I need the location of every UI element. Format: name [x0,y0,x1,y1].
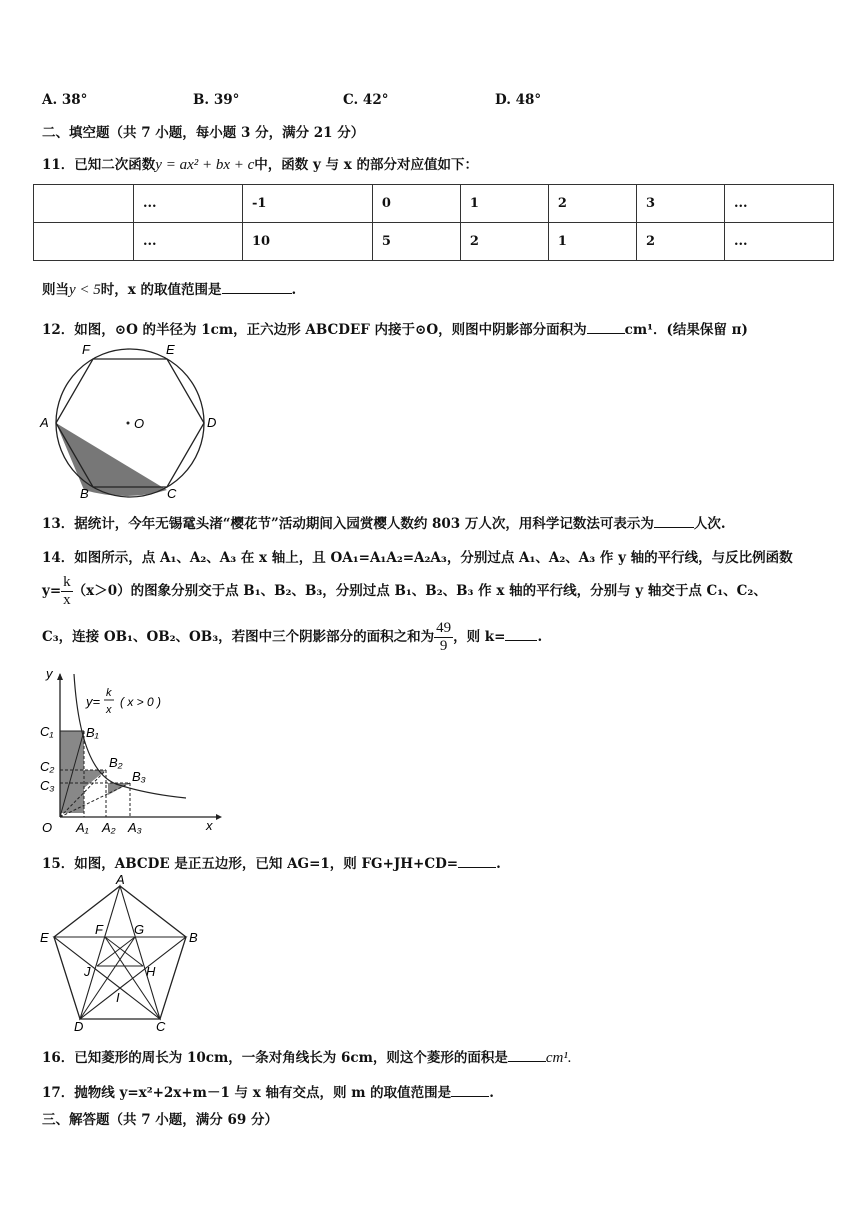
table-row [34,185,834,223]
label-a1: A₁ [76,820,89,835]
label-c: C [167,486,177,501]
table-cell: 0 [372,185,460,223]
table-cell: 1 [460,185,548,223]
question-16 [42,1046,572,1067]
label-function: y= [86,694,101,709]
label-origin: O [42,820,53,835]
label-a3: A₃ [128,820,142,835]
pentagon-figure [36,874,206,1034]
choice-d [495,92,541,108]
hexagon-circle-figure [36,342,226,502]
q14-text-2: （x＞0）的图象分别交于点 B₁、B₂、B₃，分别过点 B₁、B₂、B₃ 作 x 轴的平行线，分别与 y 轴交于点 C₁、C₂、 [72,583,767,599]
q14-end: . [537,629,543,645]
label-c2: C₂ [40,759,55,774]
q16-unit: cm¹. [545,1050,572,1066]
label-function-x: x [106,704,112,716]
label-e: E [166,342,175,357]
table-cell: 2 [460,223,548,261]
q12-text: 12．如图，⊙O 的半径为 1cm，正六边形 ABCDEF 内接于⊙O，则图中阴影部分面积为 [42,322,587,338]
x-axis-arrow [216,814,222,820]
question-17 [42,1081,494,1101]
label-y-axis: y [46,666,53,681]
q11-tail-end: . [291,282,297,298]
choice-b [193,92,239,108]
table-cell: 2 [548,185,636,223]
q17-text: 17．抛物线 y=x²+2x+m－1 与 x 轴有交点，则 m 的取值范围是 [42,1085,452,1101]
q16-text: 16．已知菱形的周长为 10cm，一条对角线长为 6cm，则这个菱形的面积是 [42,1050,508,1066]
label-b1: B₁ [86,725,99,740]
label-b3: B₃ [132,769,146,784]
choice-a-letter: A. [42,92,58,108]
inverse-function-figure [36,660,236,840]
q14-y-eq: y= [42,583,62,599]
label-b: B [80,486,89,501]
table-cell: 1 [548,223,636,261]
table-cell: 10 [242,223,372,261]
question-11 [42,153,478,174]
choice-c-letter: C. [343,92,359,108]
table-cell: ... [724,185,833,223]
q13-text: 13．据统计，今年无锡鼋头渚“樱花节”活动期间入园赏樱人数约 803 万人次，用科学记数法可表示为 [42,516,654,532]
table-cell: 3 [636,185,724,223]
q13-tail: 人次. [693,516,726,532]
label-f: F [95,922,103,937]
fraction-k-over-x [61,574,73,609]
label-d: D [207,415,217,430]
q14-text-3a: C₃，连接 OB₁、OB₂、OB₃，若图中三个阴影部分的面积之和为 [42,629,435,645]
q11-tail-formula: y < 5 [69,282,101,298]
question-15 [42,852,501,872]
fraction-numerator: 49 [436,620,452,636]
label-f: F [82,342,90,357]
fraction-numerator: k [63,574,71,590]
q11-tail-a: 则当 [42,282,69,298]
inner-line-g-j [97,937,135,966]
label-c3: C₃ [40,778,55,793]
fraction-49-over-9 [434,620,453,655]
answer-blank[interactable] [654,515,694,528]
table-cell: 2 [636,223,724,261]
label-g: G [134,922,145,937]
inner-line-f-h [105,937,143,966]
table-cell: ... [134,185,243,223]
section-heading-fill-blank: 二、填空题（共 7 小题，每小题 3 分，满分 21 分） [42,125,365,141]
y-axis-arrow [57,673,63,680]
q11-text-a: 已知二次函数 [74,157,156,173]
answer-blank[interactable] [505,628,537,641]
choice-b-value: 39° [213,92,240,108]
q15-text: 15．如图，ABCDE 是正五边形，已知 AG=1，则 FG+JH+CD= [42,856,459,872]
answer-blank[interactable] [458,855,496,868]
question-13 [42,512,726,532]
label-a: A [116,874,125,887]
choice-b-letter: B. [193,92,210,108]
q15-end: . [496,856,501,872]
question-12 [42,318,748,338]
table-cell: 5 [372,223,460,261]
label-c1: C₁ [40,724,54,739]
q11-formula: y = ax² + bx + c [155,157,255,173]
question-14-line-1: 14．如图所示，点 A₁、A₂、A₃ 在 x 轴上，且 OA₁=A₁A₂=A₂A₃，分别过点 A₁、A₂、A₃ 作 y 轴的平行线，与反比例函数 [42,550,793,566]
choice-a [42,92,87,108]
shaded-region [56,423,167,490]
answer-blank[interactable] [222,281,292,294]
q12-unit: cm¹．(结果保留 π) [624,322,748,338]
label-d: D [74,1019,84,1034]
answer-blank[interactable] [451,1084,489,1097]
answer-blank[interactable] [587,321,625,334]
label-x-axis: x [206,818,213,833]
table-cell: ... [134,223,243,261]
label-c: C [156,1019,166,1034]
table-cell: ... [724,223,833,261]
label-b: B [189,930,198,945]
q11-number: 11． [42,157,75,173]
section-heading-answers: 三、解答题（共 7 小题，满分 69 分） [42,1112,278,1128]
q17-end: . [489,1085,494,1101]
q11-tail-b: 时，x 的取值范围是 [100,282,222,298]
label-o: O [134,416,145,431]
fraction-denominator: x [63,592,71,608]
table-row [34,223,834,261]
q14-text-3b: ，则 k= [453,629,506,645]
label-e: E [40,930,49,945]
label-h: H [146,964,156,979]
choice-c [343,92,388,108]
label-function-k: k [106,687,112,699]
choice-a-value: 38° [61,92,88,108]
table-cell [34,223,134,261]
table-cell: -1 [242,185,372,223]
fraction-denominator: 9 [439,638,448,654]
label-i: I [116,990,120,1005]
question-14-line-3 [42,620,542,655]
label-b2: B₂ [109,755,123,770]
question-14-line-2 [42,574,767,609]
label-condition: ( x > 0 ) [120,695,162,709]
label-a: A [40,415,49,430]
choice-d-letter: D. [495,92,511,108]
q11-answer-line [42,278,296,299]
value-table [33,184,834,261]
q11-text-b: 中，函数 y 与 x 的部分对应值如下： [254,157,478,173]
label-a2: A₂ [102,820,116,835]
label-j: J [84,964,91,979]
center-point [127,422,130,425]
answer-blank[interactable] [508,1049,546,1062]
choice-c-value: 42° [362,92,389,108]
choice-d-value: 48° [515,92,542,108]
table-cell [34,185,134,223]
